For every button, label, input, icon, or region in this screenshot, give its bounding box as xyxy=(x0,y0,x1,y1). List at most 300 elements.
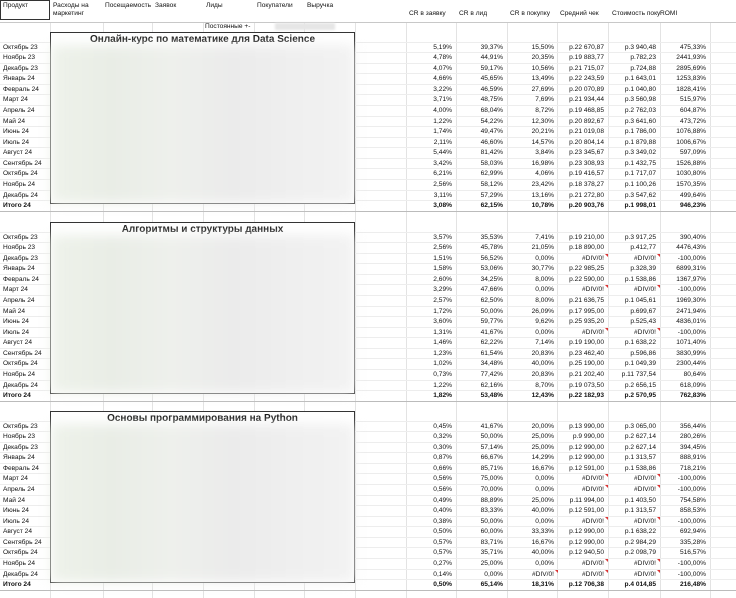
cell-cr-lead[interactable]: 46,59% xyxy=(480,85,503,93)
cell-romi[interactable]: 475,33% xyxy=(679,43,706,51)
cell-cr-buy[interactable]: 20,83% xyxy=(531,349,554,357)
cell-cr-buy[interactable]: 8,00% xyxy=(535,275,554,283)
cell-cr-app[interactable]: 4,07% xyxy=(433,64,452,72)
cell-cost-buy[interactable]: #DIV/0! xyxy=(634,570,656,578)
cell-romi[interactable]: 335,28% xyxy=(679,538,706,546)
cell-cost-buy[interactable]: р.3 065,00 xyxy=(624,422,656,430)
cell-cr-app[interactable]: 1,46% xyxy=(433,339,452,347)
cell-romi[interactable]: 216,48% xyxy=(679,581,706,589)
cell-avg-check[interactable]: р.21 202,40 xyxy=(569,370,604,378)
cell-romi[interactable]: -100,00% xyxy=(677,254,706,262)
cell-cr-lead[interactable]: 61,54% xyxy=(480,349,503,357)
cell-cost-buy[interactable]: р.1 717,07 xyxy=(624,170,656,178)
cell-cr-app[interactable]: 1,82% xyxy=(433,392,452,400)
cell-cost-buy[interactable]: р.3 349,02 xyxy=(624,149,656,157)
cell-cr-app[interactable]: 0,73% xyxy=(433,370,452,378)
cell-cr-buy[interactable]: 8,00% xyxy=(535,296,554,304)
cell-avg-check[interactable]: р.25 935,20 xyxy=(569,318,604,326)
cell-cr-lead[interactable]: 56,52% xyxy=(480,254,503,262)
cell-cr-app[interactable]: 4,00% xyxy=(433,106,452,114)
cell-avg-check[interactable]: р.12 990,00 xyxy=(569,443,604,451)
cell-cost-buy[interactable]: р.1 100,26 xyxy=(624,180,656,188)
cell-avg-check[interactable]: р.20 903,76 xyxy=(568,202,604,210)
cell-romi[interactable]: 946,23% xyxy=(679,202,706,210)
cell-avg-check[interactable]: р.22 985,25 xyxy=(569,265,604,273)
cell-cost-buy[interactable]: р.1 040,80 xyxy=(624,85,656,93)
cell-cost-buy[interactable]: р.1 786,00 xyxy=(624,128,656,136)
cell-cr-buy[interactable]: 14,29% xyxy=(531,454,554,462)
cell-romi[interactable]: 754,58% xyxy=(679,496,706,504)
cell-avg-check[interactable]: #DIV/0! xyxy=(582,286,604,294)
cell-cr-lead[interactable]: 59,17% xyxy=(480,64,503,72)
header-revenue[interactable]: Выручка xyxy=(307,2,334,9)
cell-cost-buy[interactable]: р.1 643,01 xyxy=(624,75,656,83)
cell-romi[interactable]: 473,72% xyxy=(679,117,706,125)
header-avg-check[interactable]: Средний чек xyxy=(560,10,599,17)
cell-cost-buy[interactable]: р.724,88 xyxy=(630,64,656,72)
cell-cr-lead[interactable]: 58,03% xyxy=(480,159,503,167)
cell-romi[interactable]: 1006,67% xyxy=(676,138,706,146)
cell-cr-lead[interactable]: 70,00% xyxy=(480,485,503,493)
cell-cost-buy[interactable]: р.2 627,14 xyxy=(624,443,656,451)
cell-avg-check[interactable]: р.12 940,50 xyxy=(569,549,604,557)
cell-cost-buy[interactable]: р.1 638,22 xyxy=(624,528,656,536)
cell-romi[interactable]: -100,00% xyxy=(677,570,706,578)
cell-cr-buy[interactable]: 15,50% xyxy=(531,43,554,51)
cell-romi[interactable]: -100,00% xyxy=(677,475,706,483)
cell-cr-app[interactable]: 4,66% xyxy=(433,75,452,83)
cell-cr-app[interactable]: 1,23% xyxy=(433,349,452,357)
cell-romi[interactable]: 2471,94% xyxy=(676,307,706,315)
cell-cr-lead[interactable]: 75,00% xyxy=(480,475,503,483)
cell-cr-lead[interactable]: 41,67% xyxy=(480,422,503,430)
cell-romi[interactable]: 356,44% xyxy=(679,422,706,430)
header-visits[interactable]: Посещаемость xyxy=(105,2,152,9)
cell-cr-buy[interactable]: 16,67% xyxy=(531,464,554,472)
cell-cr-lead[interactable]: 50,00% xyxy=(480,517,503,525)
cell-avg-check[interactable]: р.12 706,38 xyxy=(568,581,604,589)
cell-cr-buy[interactable]: 27,69% xyxy=(531,85,554,93)
cell-cr-buy[interactable]: 13,16% xyxy=(531,191,554,199)
cell-cost-buy[interactable]: р.1 538,86 xyxy=(624,275,656,283)
cell-cr-app[interactable]: 0,38% xyxy=(433,517,452,525)
cell-cr-lead[interactable]: 85,71% xyxy=(480,464,503,472)
cell-cost-buy[interactable]: р.2 984,29 xyxy=(624,538,656,546)
cell-romi[interactable]: 1071,40% xyxy=(676,339,706,347)
cell-avg-check[interactable]: р.12 990,00 xyxy=(569,528,604,536)
cell-cost-buy[interactable]: #DIV/0! xyxy=(634,559,656,567)
cell-cost-buy[interactable]: р.1 638,22 xyxy=(624,339,656,347)
cell-cost-buy[interactable]: р.1 538,86 xyxy=(624,464,656,472)
cell-avg-check[interactable]: р.19 210,00 xyxy=(569,233,604,241)
cell-cr-app[interactable]: 3,42% xyxy=(433,159,452,167)
cell-cr-buy[interactable]: 20,35% xyxy=(531,54,554,62)
cell-romi[interactable]: 2300,44% xyxy=(676,360,706,368)
cell-cr-buy[interactable]: 40,00% xyxy=(531,549,554,557)
cell-cr-app[interactable]: 5,44% xyxy=(433,149,452,157)
cell-cr-app[interactable]: 3,29% xyxy=(433,286,452,294)
cell-avg-check[interactable]: #DIV/0! xyxy=(582,485,604,493)
cell-cr-buy[interactable]: 7,69% xyxy=(535,96,554,104)
cell-cr-lead[interactable]: 35,53% xyxy=(480,233,503,241)
cell-cost-buy[interactable]: #DIV/0! xyxy=(634,475,656,483)
cell-romi[interactable]: 516,57% xyxy=(679,549,706,557)
cell-romi[interactable]: 3830,99% xyxy=(676,349,706,357)
cell-cost-buy[interactable]: р.596,86 xyxy=(630,349,656,357)
cell-avg-check[interactable]: р.19 883,77 xyxy=(569,54,604,62)
cell-cr-lead[interactable]: 62,22% xyxy=(480,339,503,347)
cell-avg-check[interactable]: р.23 345,67 xyxy=(569,149,604,157)
cell-avg-check[interactable]: р.12 990,00 xyxy=(569,538,604,546)
cell-cost-buy[interactable]: р.3 560,98 xyxy=(624,96,656,104)
cell-avg-check[interactable]: р.23 462,40 xyxy=(569,349,604,357)
cell-cost-buy[interactable]: р.782,23 xyxy=(630,54,656,62)
cell-cr-buy[interactable]: 16,98% xyxy=(531,159,554,167)
cell-cr-app[interactable]: 0,50% xyxy=(433,581,452,589)
cell-cr-buy[interactable]: 20,21% xyxy=(531,128,554,136)
cell-cr-app[interactable]: 2,11% xyxy=(433,138,452,146)
cell-cr-app[interactable]: 2,56% xyxy=(433,244,452,252)
cell-cr-app[interactable]: 6,21% xyxy=(433,170,452,178)
cell-cr-lead[interactable]: 59,77% xyxy=(480,318,503,326)
cell-romi[interactable]: -100,00% xyxy=(677,286,706,294)
cell-cr-app[interactable]: 1,58% xyxy=(433,265,452,273)
cell-cost-buy[interactable]: #DIV/0! xyxy=(634,286,656,294)
header-buyers[interactable]: Покупатели xyxy=(257,2,293,9)
cell-cr-app[interactable]: 1,74% xyxy=(433,128,452,136)
cell-cr-buy[interactable]: 13,49% xyxy=(531,75,554,83)
cell-avg-check[interactable]: #DIV/0! xyxy=(582,517,604,525)
cell-cr-app[interactable]: 2,57% xyxy=(433,296,452,304)
cell-avg-check[interactable]: р.17 995,00 xyxy=(569,307,604,315)
cell-avg-check[interactable]: р.12 591,00 xyxy=(569,507,604,515)
cell-romi[interactable]: 390,40% xyxy=(679,233,706,241)
cell-cr-buy[interactable]: 20,83% xyxy=(531,370,554,378)
cell-avg-check[interactable]: р.12 990,00 xyxy=(569,454,604,462)
cell-cr-lead[interactable]: 45,78% xyxy=(480,244,503,252)
cell-cr-app[interactable]: 0,40% xyxy=(433,507,452,515)
cell-avg-check[interactable]: р.21 636,75 xyxy=(569,296,604,304)
cell-avg-check[interactable]: р.22 590,00 xyxy=(569,275,604,283)
cell-cr-app[interactable]: 0,45% xyxy=(433,422,452,430)
cell-romi[interactable]: 1030,80% xyxy=(676,170,706,178)
cell-cost-buy[interactable]: #DIV/0! xyxy=(634,328,656,336)
header-leads[interactable]: Лиды xyxy=(206,2,223,9)
cell-cr-lead[interactable]: 25,00% xyxy=(480,559,503,567)
cell-cr-app[interactable]: 2,56% xyxy=(433,180,452,188)
cell-cr-lead[interactable]: 44,91% xyxy=(480,54,503,62)
cell-cr-buy[interactable]: 0,00% xyxy=(535,328,554,336)
cell-avg-check[interactable]: #DIV/0! xyxy=(582,254,604,262)
cell-cost-buy[interactable]: р.412,77 xyxy=(630,244,656,252)
cell-cr-buy[interactable]: 0,00% xyxy=(535,286,554,294)
cell-cr-lead[interactable]: 83,71% xyxy=(480,538,503,546)
cell-avg-check[interactable]: р.21 019,08 xyxy=(569,128,604,136)
cell-cr-lead[interactable]: 53,48% xyxy=(480,392,503,400)
cell-cr-app[interactable]: 1,31% xyxy=(433,328,452,336)
cell-cost-buy[interactable]: р.3 940,48 xyxy=(624,43,656,51)
cell-cr-app[interactable]: 1,22% xyxy=(433,117,452,125)
cell-cr-buy[interactable]: 25,00% xyxy=(531,496,554,504)
cell-avg-check[interactable]: р.20 070,89 xyxy=(569,85,604,93)
cell-cr-buy[interactable]: 25,00% xyxy=(531,433,554,441)
cell-cr-buy[interactable]: 9,62% xyxy=(535,318,554,326)
cell-cr-buy[interactable]: 10,56% xyxy=(531,64,554,72)
cell-avg-check[interactable]: р.11 994,00 xyxy=(569,496,604,504)
cell-cr-lead[interactable]: 62,50% xyxy=(480,296,503,304)
cell-cr-buy[interactable]: 14,57% xyxy=(531,138,554,146)
cell-cr-buy[interactable]: 12,30% xyxy=(531,117,554,125)
cell-cr-lead[interactable]: 35,71% xyxy=(480,549,503,557)
cell-avg-check[interactable]: р.22 670,87 xyxy=(569,43,604,51)
cell-avg-check[interactable]: #DIV/0! xyxy=(582,570,604,578)
cell-avg-check[interactable]: р.20 892,67 xyxy=(569,117,604,125)
cell-cr-buy[interactable]: 0,00% xyxy=(535,485,554,493)
cell-cr-lead[interactable]: 54,22% xyxy=(480,117,503,125)
header-cost-purchase[interactable]: Стоимость поку xyxy=(612,10,661,17)
cell-cr-buy[interactable]: 7,14% xyxy=(535,339,554,347)
cell-romi[interactable]: 499,64% xyxy=(679,191,706,199)
cell-cost-buy[interactable]: р.3 641,60 xyxy=(624,117,656,125)
cell-romi[interactable]: 1253,83% xyxy=(676,75,706,83)
cell-cr-buy[interactable]: 20,00% xyxy=(531,422,554,430)
cell-cr-buy[interactable]: 16,67% xyxy=(531,538,554,546)
cell-cr-lead[interactable]: 46,60% xyxy=(480,138,503,146)
cell-cr-app[interactable]: 1,02% xyxy=(433,360,452,368)
header-cr-purchase[interactable]: CR в покупку xyxy=(510,10,551,17)
cell-cr-buy[interactable]: 7,41% xyxy=(535,233,554,241)
cell-cr-app[interactable]: 0,57% xyxy=(433,549,452,557)
cell-cr-buy[interactable]: 30,77% xyxy=(531,265,554,273)
cell-cr-buy[interactable]: 8,70% xyxy=(535,381,554,389)
cell-cost-buy[interactable]: р.4 014,85 xyxy=(624,581,656,589)
cell-romi[interactable]: 2441,93% xyxy=(676,54,706,62)
cell-cost-buy[interactable]: р.3 547,62 xyxy=(624,191,656,199)
cell-avg-check[interactable]: #DIV/0! xyxy=(582,559,604,567)
cell-cr-buy[interactable]: 12,43% xyxy=(531,392,554,400)
cell-cr-lead[interactable]: 34,25% xyxy=(480,275,503,283)
cell-cr-lead[interactable]: 34,48% xyxy=(480,360,503,368)
cell-cr-app[interactable]: 0,32% xyxy=(433,433,452,441)
cell-cr-buy[interactable]: #DIV/0! xyxy=(532,570,554,578)
cell-cost-buy[interactable]: р.1 879,88 xyxy=(624,138,656,146)
cell-cr-lead[interactable]: 57,29% xyxy=(480,191,503,199)
cell-cr-buy[interactable]: 10,78% xyxy=(531,202,554,210)
cell-cr-buy[interactable]: 40,00% xyxy=(531,360,554,368)
cell-romi[interactable]: 4836,01% xyxy=(676,318,706,326)
cell-avg-check[interactable]: р.13 990,00 xyxy=(569,422,604,430)
cell-avg-check[interactable]: р.18 890,00 xyxy=(569,244,604,252)
cell-cost-buy[interactable]: р.1 313,57 xyxy=(624,507,656,515)
cell-cr-lead[interactable]: 50,00% xyxy=(480,307,503,315)
cell-cost-buy[interactable]: р.1 313,57 xyxy=(624,454,656,462)
header-romi[interactable]: ROMI xyxy=(660,10,678,17)
cell-cr-app[interactable]: 1,51% xyxy=(433,254,452,262)
cell-cr-app[interactable]: 0,57% xyxy=(433,538,452,546)
cell-cost-buy[interactable]: р.1 432,75 xyxy=(624,159,656,167)
cell-cr-app[interactable]: 0,27% xyxy=(433,559,452,567)
cell-romi[interactable]: 1969,30% xyxy=(676,296,706,304)
cell-cr-lead[interactable]: 57,14% xyxy=(480,443,503,451)
cell-avg-check[interactable]: р.21 715,07 xyxy=(569,64,604,72)
cell-romi[interactable]: 762,83% xyxy=(679,392,706,400)
cell-romi[interactable]: 1367,97% xyxy=(676,275,706,283)
cell-cr-app[interactable]: 3,11% xyxy=(433,191,452,199)
cell-avg-check[interactable]: р.23 308,93 xyxy=(569,159,604,167)
cell-romi[interactable]: 858,53% xyxy=(679,507,706,515)
header-applications[interactable]: Заявок xyxy=(155,2,177,9)
cell-cr-app[interactable]: 3,71% xyxy=(433,96,452,104)
cell-cr-buy[interactable]: 4,06% xyxy=(535,170,554,178)
cell-avg-check[interactable]: р.25 190,00 xyxy=(569,360,604,368)
cell-cr-buy[interactable]: 40,00% xyxy=(531,507,554,515)
cell-cost-buy[interactable]: р.1 045,61 xyxy=(624,296,656,304)
cell-cr-app[interactable]: 0,66% xyxy=(433,464,452,472)
cell-avg-check[interactable]: р.18 378,27 xyxy=(569,180,604,188)
cell-cr-app[interactable]: 0,56% xyxy=(433,475,452,483)
cell-cost-buy[interactable]: р.2 098,79 xyxy=(624,549,656,557)
cell-cr-buy[interactable]: 25,00% xyxy=(531,443,554,451)
cell-cost-buy[interactable]: р.2 570,95 xyxy=(624,392,656,400)
cell-avg-check[interactable]: р.20 804,14 xyxy=(569,138,604,146)
cell-cr-lead[interactable]: 45,65% xyxy=(480,75,503,83)
cell-cr-buy[interactable]: 8,72% xyxy=(535,106,554,114)
cell-cr-lead[interactable]: 66,67% xyxy=(480,454,503,462)
cell-cr-app[interactable]: 0,30% xyxy=(433,443,452,451)
cell-cr-lead[interactable]: 62,15% xyxy=(480,202,503,210)
cell-avg-check[interactable]: р.12 591,00 xyxy=(569,464,604,472)
cell-avg-check[interactable]: р.21 272,80 xyxy=(569,191,604,199)
header-product[interactable]: Продукт xyxy=(0,0,50,20)
cell-cr-lead[interactable]: 49,47% xyxy=(480,128,503,136)
cell-romi[interactable]: 1570,35% xyxy=(676,180,706,188)
cell-cr-lead[interactable]: 41,67% xyxy=(480,328,503,336)
cell-avg-check[interactable]: р.19 468,85 xyxy=(569,106,604,114)
cell-avg-check[interactable]: р.21 934,44 xyxy=(569,96,604,104)
cell-romi[interactable]: 718,21% xyxy=(679,464,706,472)
cell-cr-app[interactable]: 1,22% xyxy=(433,381,452,389)
cell-cr-lead[interactable]: 48,75% xyxy=(480,96,503,104)
cell-cr-lead[interactable]: 65,14% xyxy=(480,581,503,589)
cell-cost-buy[interactable]: р.2 762,03 xyxy=(624,106,656,114)
cell-romi[interactable]: 80,64% xyxy=(683,370,706,378)
cell-cr-buy[interactable]: 18,31% xyxy=(531,581,554,589)
cell-cost-buy[interactable]: р.1 998,01 xyxy=(624,202,656,210)
cell-avg-check[interactable]: р.19 073,50 xyxy=(569,381,604,389)
cell-romi[interactable]: 394,45% xyxy=(679,443,706,451)
cell-cr-lead[interactable]: 68,04% xyxy=(480,106,503,114)
cell-cr-lead[interactable]: 81,42% xyxy=(480,149,503,157)
cell-cr-lead[interactable]: 53,06% xyxy=(480,265,503,273)
cell-cr-buy[interactable]: 3,84% xyxy=(535,149,554,157)
cell-cr-app[interactable]: 3,22% xyxy=(433,85,452,93)
cell-cr-buy[interactable]: 0,00% xyxy=(535,475,554,483)
cell-cr-app[interactable]: 3,57% xyxy=(433,233,452,241)
header-cr-application[interactable]: CR в заявку xyxy=(409,10,446,17)
cell-cr-lead[interactable]: 62,99% xyxy=(480,170,503,178)
cell-cost-buy[interactable]: #DIV/0! xyxy=(634,485,656,493)
cell-cost-buy[interactable]: р.3 917,25 xyxy=(624,233,656,241)
cell-cost-buy[interactable]: р.11 737,54 xyxy=(621,370,656,378)
cell-cr-buy[interactable]: 21,05% xyxy=(531,244,554,252)
cell-cr-buy[interactable]: 26,09% xyxy=(531,307,554,315)
cell-cr-lead[interactable]: 60,00% xyxy=(480,528,503,536)
cell-romi[interactable]: -100,00% xyxy=(677,485,706,493)
cell-cr-buy[interactable]: 0,00% xyxy=(535,559,554,567)
cell-cost-buy[interactable]: р.2 656,15 xyxy=(624,381,656,389)
cell-avg-check[interactable]: р.9 990,00 xyxy=(572,433,604,441)
cell-cost-buy[interactable]: #DIV/0! xyxy=(634,517,656,525)
cell-cr-app[interactable]: 0,87% xyxy=(433,454,452,462)
cell-cost-buy[interactable]: р.1 049,39 xyxy=(624,360,656,368)
cell-cr-lead[interactable]: 77,42% xyxy=(480,370,503,378)
cell-romi[interactable]: -100,00% xyxy=(677,328,706,336)
cell-romi[interactable]: 888,91% xyxy=(679,454,706,462)
cell-romi[interactable]: -100,00% xyxy=(677,559,706,567)
cell-cr-lead[interactable]: 47,66% xyxy=(480,286,503,294)
cell-cost-buy[interactable]: р.525,43 xyxy=(630,318,656,326)
cell-romi[interactable]: 2895,69% xyxy=(676,64,706,72)
cell-cost-buy[interactable]: р.699,67 xyxy=(630,307,656,315)
cell-romi[interactable]: 280,26% xyxy=(679,433,706,441)
cell-romi[interactable]: 6899,31% xyxy=(676,265,706,273)
cell-romi[interactable]: -100,00% xyxy=(677,517,706,525)
cell-cr-lead[interactable]: 0,00% xyxy=(484,570,503,578)
cell-cr-buy[interactable]: 33,33% xyxy=(531,528,554,536)
cell-romi[interactable]: 1526,88% xyxy=(676,159,706,167)
cell-cr-app[interactable]: 0,49% xyxy=(433,496,452,504)
cell-cr-lead[interactable]: 88,89% xyxy=(480,496,503,504)
cell-cr-lead[interactable]: 50,00% xyxy=(480,433,503,441)
cell-romi[interactable]: 515,97% xyxy=(679,96,706,104)
header-marketing[interactable]: Расходы на маркетинг xyxy=(53,2,89,17)
cell-avg-check[interactable]: р.22 182,93 xyxy=(568,392,604,400)
cell-cr-app[interactable]: 3,08% xyxy=(433,202,452,210)
cell-cr-lead[interactable]: 62,16% xyxy=(480,381,503,389)
cell-romi[interactable]: 618,09% xyxy=(679,381,706,389)
cell-cr-app[interactable]: 3,60% xyxy=(433,318,452,326)
cell-romi[interactable]: 597,09% xyxy=(679,149,706,157)
cell-cr-app[interactable]: 0,14% xyxy=(433,570,452,578)
cell-avg-check[interactable]: #DIV/0! xyxy=(582,475,604,483)
cell-cr-buy[interactable]: 23,42% xyxy=(531,180,554,188)
cell-romi[interactable]: 604,87% xyxy=(679,106,706,114)
cell-cost-buy[interactable]: р.328,39 xyxy=(630,265,656,273)
cell-cost-buy[interactable]: р.2 627,14 xyxy=(624,433,656,441)
cell-avg-check[interactable]: р.22 243,59 xyxy=(569,75,604,83)
cell-cr-lead[interactable]: 39,37% xyxy=(480,43,503,51)
header-cr-lead[interactable]: CR в лид xyxy=(459,10,488,17)
cell-cr-app[interactable]: 1,72% xyxy=(433,307,452,315)
cell-cr-buy[interactable]: 0,00% xyxy=(535,254,554,262)
cell-cr-app[interactable]: 5,19% xyxy=(433,43,452,51)
cell-cr-buy[interactable]: 0,00% xyxy=(535,517,554,525)
cell-cr-app[interactable]: 0,50% xyxy=(433,528,452,536)
cell-cost-buy[interactable]: р.1 403,50 xyxy=(624,496,656,504)
cell-romi[interactable]: 1076,88% xyxy=(676,128,706,136)
cell-romi[interactable]: 4476,43% xyxy=(676,244,706,252)
cell-cost-buy[interactable]: #DIV/0! xyxy=(634,254,656,262)
cell-avg-check[interactable]: р.19 190,00 xyxy=(569,339,604,347)
cell-romi[interactable]: 692,94% xyxy=(679,528,706,536)
cell-romi[interactable]: 1828,41% xyxy=(676,85,706,93)
cell-cr-app[interactable]: 4,78% xyxy=(433,54,452,62)
cell-cr-lead[interactable]: 58,12% xyxy=(480,180,503,188)
cell-cr-app[interactable]: 0,56% xyxy=(433,485,452,493)
cell-avg-check[interactable]: #DIV/0! xyxy=(582,328,604,336)
cell-avg-check[interactable]: р.19 416,57 xyxy=(569,170,604,178)
cell-cr-app[interactable]: 2,60% xyxy=(433,275,452,283)
